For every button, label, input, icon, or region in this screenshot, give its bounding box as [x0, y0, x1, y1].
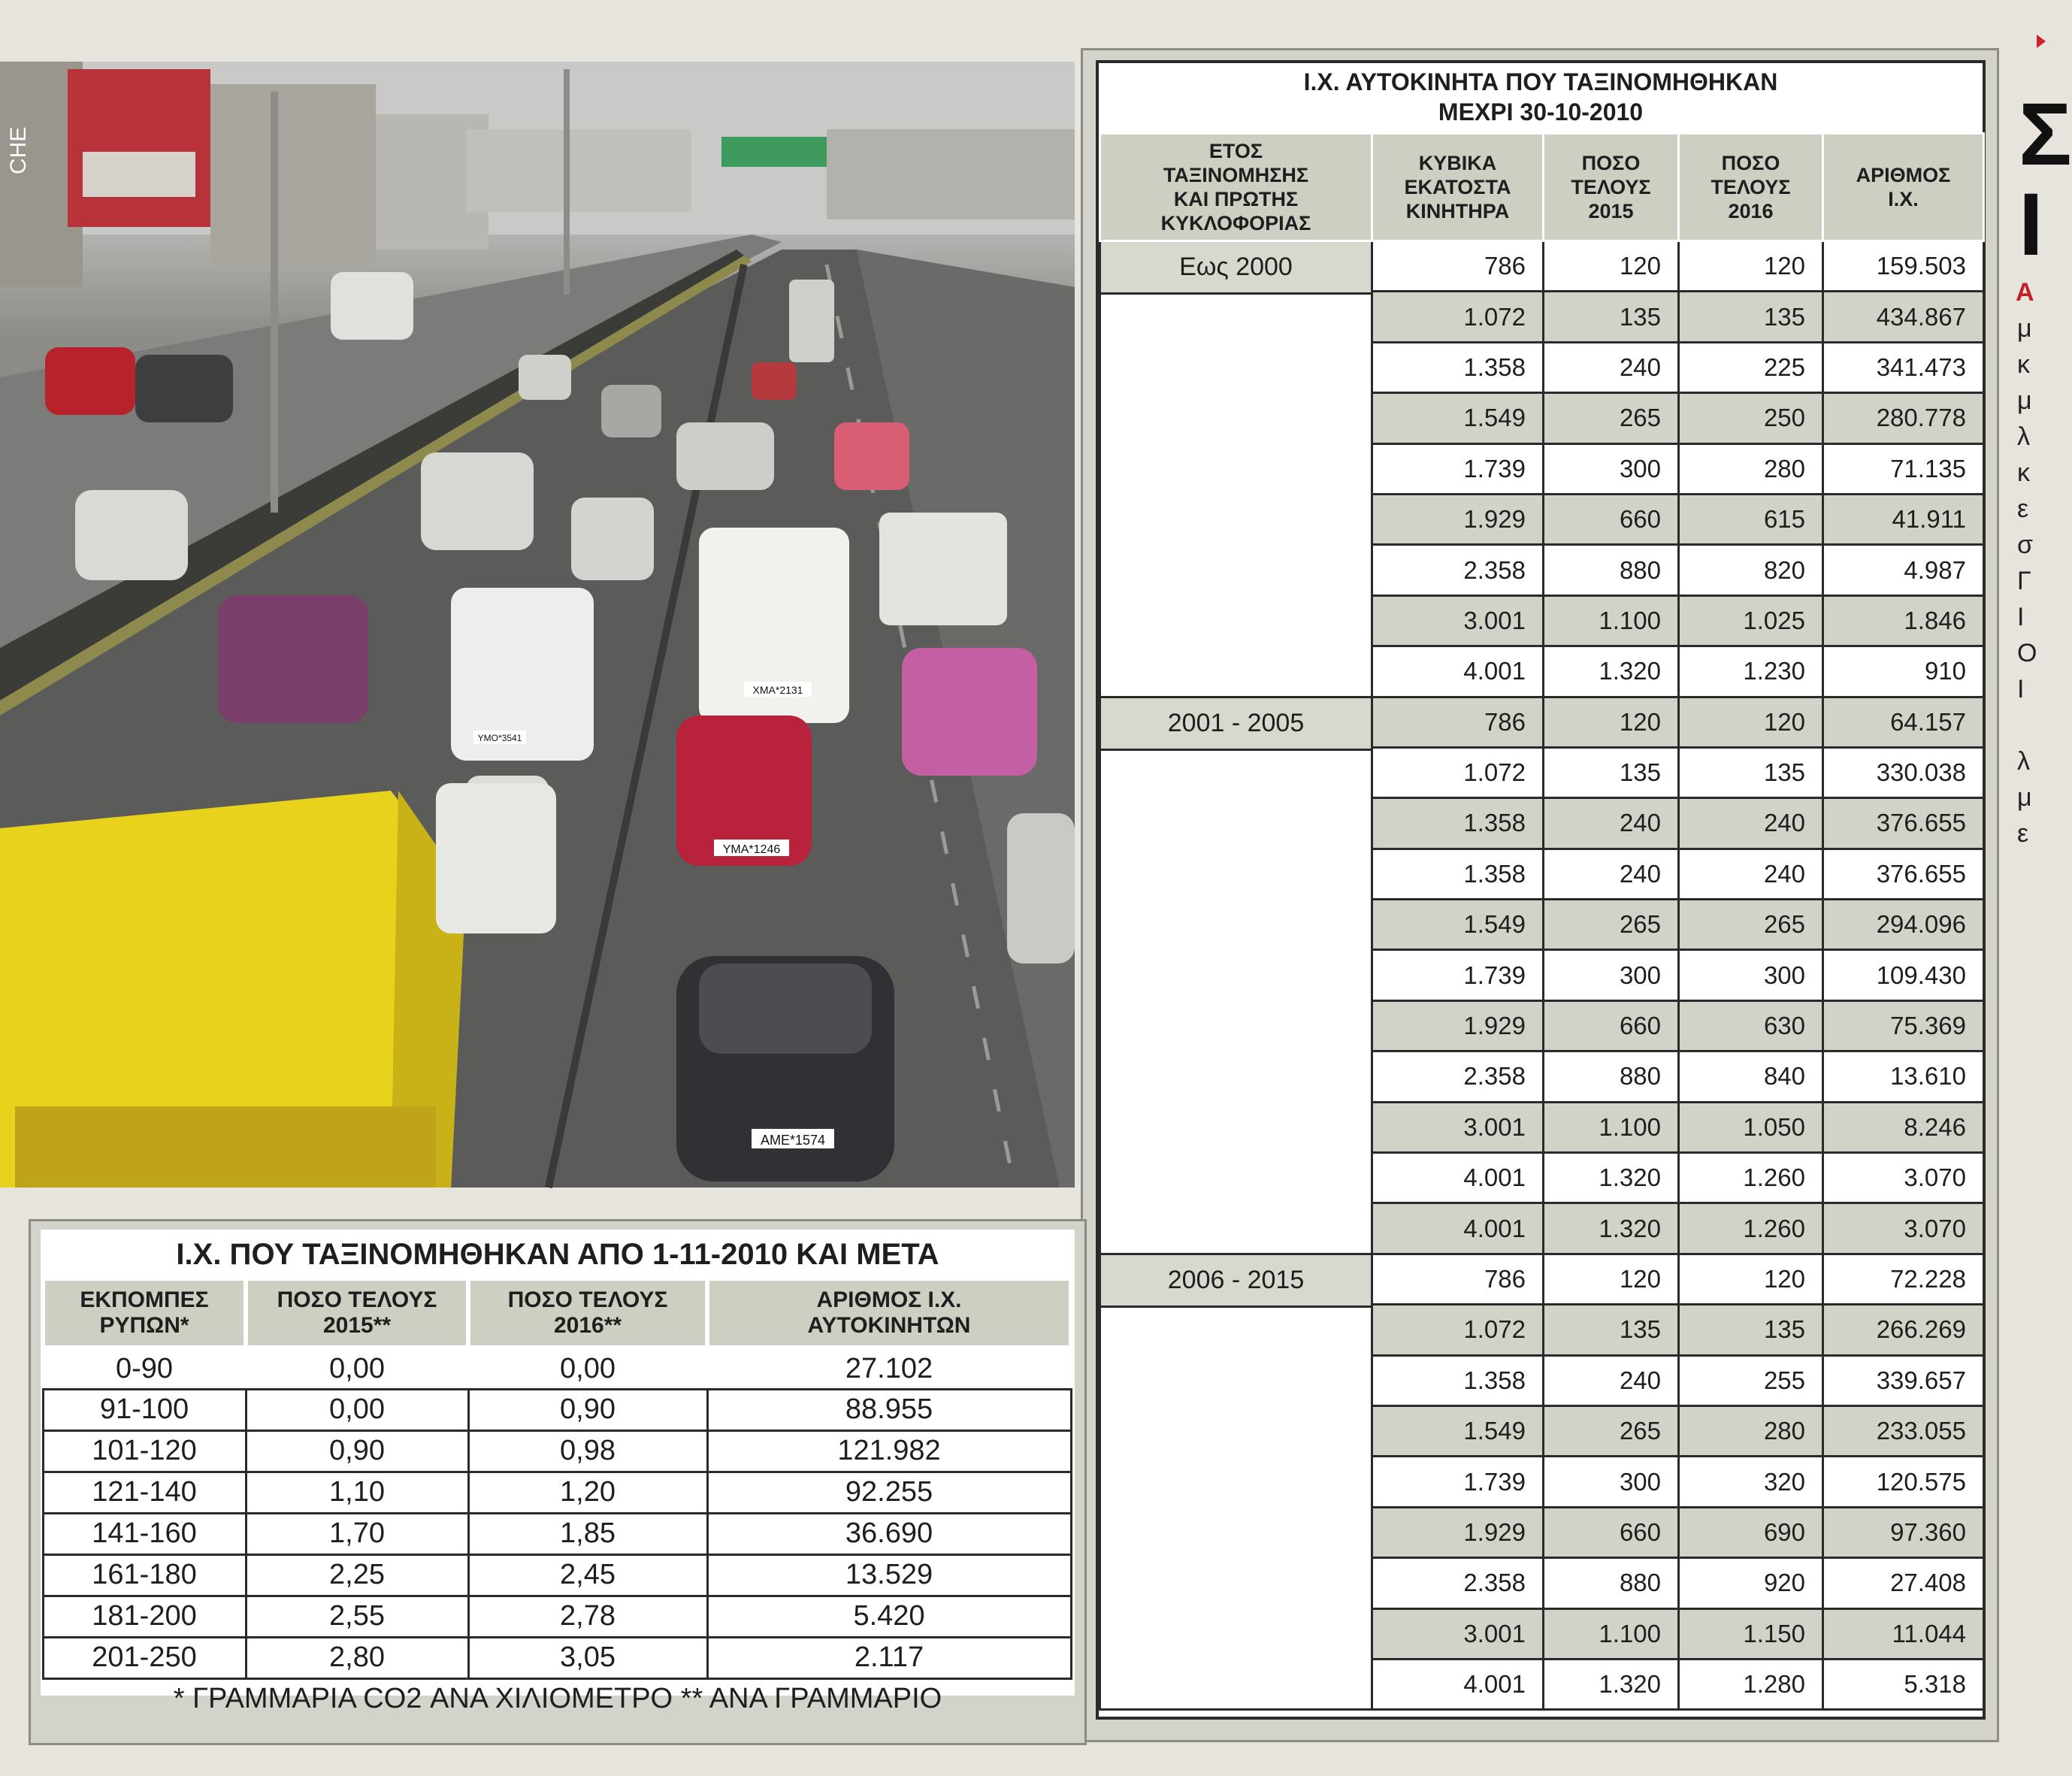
fee-2015-cell: 265	[1544, 900, 1679, 950]
fee-2016-cell: 0,00	[468, 1348, 707, 1389]
header-text: ΚΑΙ ΠΡΩΤΗΣ	[1173, 188, 1299, 210]
car-count-cell: 5.318	[1823, 1659, 1984, 1709]
fee-2015-cell: 300	[1544, 443, 1679, 494]
table-row	[43, 1348, 1071, 1389]
header-text: ΠΟΣΟ ΤΕΛΟΥΣ	[507, 1287, 668, 1312]
car-count-cell: 109.430	[1823, 950, 1984, 1000]
fee-2016-cell: 120	[1679, 241, 1823, 292]
fee-2016-cell: 1.230	[1679, 646, 1823, 697]
car-count-cell: 339.657	[1823, 1355, 1984, 1405]
car-count-cell: 280.778	[1823, 393, 1984, 443]
header-text: 2015**	[322, 1313, 392, 1338]
header-text: ΤΑΞΙΝΟΜΗΣΗΣ	[1163, 164, 1309, 186]
year-range-cell	[1100, 697, 1372, 1254]
car-count-cell: 13.529	[707, 1554, 1071, 1596]
car-count-cell: 8.246	[1823, 1102, 1984, 1152]
fee-2015-cell: 240	[1544, 849, 1679, 899]
emissions-cell: 201-250	[43, 1637, 246, 1678]
fee-2016-cell: 240	[1679, 798, 1823, 849]
car-count-cell: 159.503	[1823, 241, 1984, 292]
header-text: 2016	[1728, 200, 1774, 222]
fee-2015-cell: 1.100	[1544, 1608, 1679, 1659]
engine-cc-cell: 4.001	[1372, 646, 1544, 697]
engine-cc-cell: 1.929	[1372, 1000, 1544, 1051]
fee-2016-cell: 265	[1679, 900, 1823, 950]
fee-2016-cell: 1.260	[1679, 1153, 1823, 1203]
article-text-fragment: λ	[2017, 747, 2030, 776]
fee-2016-cell: 1.150	[1679, 1608, 1823, 1659]
header-text: ΕΚΑΤΟΣΤΑ	[1404, 176, 1511, 198]
article-text-fragment: λ	[2017, 422, 2030, 451]
engine-cc-cell: 1.549	[1372, 393, 1544, 443]
car-count-cell: 27.408	[1823, 1558, 1984, 1608]
car-count-cell: 434.867	[1823, 292, 1984, 342]
fee-2015-cell: 300	[1544, 950, 1679, 1000]
headline-glyph: Ι	[2019, 175, 2043, 274]
plate-text: ΥΜΟ*3541	[477, 733, 522, 743]
engine-cc-cell: 1.072	[1372, 747, 1544, 797]
title-line: ΜΕΧΡΙ 30-10-2010	[1438, 98, 1644, 126]
shop-sign-text: CHE	[6, 126, 31, 174]
engine-cc-cell: 786	[1372, 697, 1544, 747]
year-range-label: 2006 - 2015	[1101, 1255, 1371, 1308]
post-2010-table	[41, 1276, 1073, 1680]
car-count-cell: 92.255	[707, 1472, 1071, 1513]
car-count-cell: 11.044	[1823, 1608, 1984, 1659]
car-count-cell: 341.473	[1823, 342, 1984, 392]
fee-2016-cell: 135	[1679, 747, 1823, 797]
car-count-cell: 75.369	[1823, 1000, 1984, 1051]
header-text: ΕΤΟΣ	[1208, 140, 1263, 162]
header-car-count	[707, 1278, 1071, 1348]
fee-2016-cell: 630	[1679, 1000, 1823, 1051]
fee-2016-cell: 3,05	[468, 1637, 707, 1678]
car-count-cell: 294.096	[1823, 900, 1984, 950]
header-text: ΑΡΙΘΜΟΣ Ι.Χ.	[816, 1287, 962, 1312]
fee-2015-cell: 1.100	[1544, 595, 1679, 646]
article-text-fragment: μ	[2017, 314, 2032, 343]
car-count-cell: 2.117	[707, 1637, 1071, 1678]
traffic-scene	[0, 62, 1075, 1188]
post-2010-table-panel	[41, 1230, 1075, 1696]
fee-2015-cell: 240	[1544, 798, 1679, 849]
engine-cc-cell: 1.549	[1372, 1405, 1544, 1456]
fee-2016-cell: 120	[1679, 697, 1823, 747]
engine-cc-cell: 1.358	[1372, 1355, 1544, 1405]
fee-2015-cell: 120	[1544, 1254, 1679, 1304]
fee-2016-cell: 320	[1679, 1457, 1823, 1507]
car-count-cell: 376.655	[1823, 798, 1984, 849]
fee-2016-cell: 820	[1679, 545, 1823, 595]
plate-text: ΑΜΕ*1574	[760, 1133, 826, 1148]
header-text: ΤΕΛΟΥΣ	[1711, 176, 1791, 198]
article-text-fragment: ε	[2017, 819, 2029, 848]
header-fee-2016	[468, 1278, 707, 1348]
pre-2010-table-body	[1100, 241, 1984, 1710]
fee-2016-cell: 0,98	[468, 1430, 707, 1472]
header-text: ΕΚΠΟΜΠΕΣ	[80, 1287, 209, 1312]
car-count-cell: 233.055	[1823, 1405, 1984, 1456]
car-count-cell: 120.575	[1823, 1457, 1984, 1507]
header-fee-2015	[246, 1278, 468, 1348]
fee-2015-cell: 1.320	[1544, 1153, 1679, 1203]
engine-cc-cell: 1.358	[1372, 342, 1544, 392]
engine-cc-cell: 1.358	[1372, 798, 1544, 849]
fee-2015-cell: 265	[1544, 393, 1679, 443]
plate-text: ΧΜΑ*2131	[752, 684, 803, 696]
fee-2016-cell: 1,20	[468, 1472, 707, 1513]
car-count-cell: 64.157	[1823, 697, 1984, 747]
article-text-fragment: σ	[2017, 531, 2033, 559]
header-text: ΑΥΤΟΚΙΝΗΤΩΝ	[807, 1313, 971, 1338]
table-row	[43, 1596, 1071, 1637]
fee-2016-cell: 1.050	[1679, 1102, 1823, 1152]
pre-2010-table-panel	[1096, 60, 1986, 1720]
article-text-fragment: κ	[2017, 458, 2030, 487]
pre-2010-table-title	[1099, 63, 1983, 131]
fee-2015-cell: 265	[1544, 1405, 1679, 1456]
car-count-cell: 910	[1823, 646, 1984, 697]
fee-2015-cell: 1.100	[1544, 1102, 1679, 1152]
car-count-cell: 72.228	[1823, 1254, 1984, 1304]
article-text-fragment: Ι	[2017, 675, 2025, 703]
fee-2016-cell: 135	[1679, 1305, 1823, 1355]
engine-cc-cell: 3.001	[1372, 595, 1544, 646]
fee-2015-cell: 0,90	[246, 1430, 468, 1472]
table-row	[43, 1472, 1071, 1513]
fee-2015-cell: 135	[1544, 747, 1679, 797]
table-row	[43, 1637, 1071, 1678]
car-count-cell: 376.655	[1823, 849, 1984, 899]
fee-2015-cell: 300	[1544, 1457, 1679, 1507]
fee-2015-cell: 240	[1544, 1355, 1679, 1405]
header-fee-2015	[1544, 134, 1679, 241]
year-range-label: 2001 - 2005	[1101, 698, 1371, 751]
fee-2015-cell: 660	[1544, 1000, 1679, 1051]
engine-cc-cell: 4.001	[1372, 1203, 1544, 1254]
article-text-fragment: Ο	[2017, 639, 2037, 667]
header-emissions	[43, 1278, 246, 1348]
engine-cc-cell: 4.001	[1372, 1659, 1544, 1709]
fee-2015-cell: 1.320	[1544, 646, 1679, 697]
fee-2016-cell: 690	[1679, 1507, 1823, 1557]
table-row	[43, 1389, 1071, 1430]
emissions-cell: 91-100	[43, 1389, 246, 1430]
fee-2015-cell: 240	[1544, 342, 1679, 392]
emissions-cell: 101-120	[43, 1430, 246, 1472]
header-text: ΠΟΣΟ	[1721, 152, 1780, 174]
car-count-cell: 27.102	[707, 1348, 1071, 1389]
fee-2015-cell: 1.320	[1544, 1203, 1679, 1254]
car-count-cell: 41.911	[1823, 494, 1984, 544]
fee-2016-cell: 1.260	[1679, 1203, 1823, 1254]
fee-2015-cell: 120	[1544, 697, 1679, 747]
car-count-cell: 1.846	[1823, 595, 1984, 646]
fee-2015-cell: 0,00	[246, 1348, 468, 1389]
car-count-cell: 71.135	[1823, 443, 1984, 494]
fee-2015-cell: 135	[1544, 292, 1679, 342]
car-count-cell: 121.982	[707, 1430, 1071, 1472]
car-count-cell: 97.360	[1823, 1507, 1984, 1557]
fee-2016-cell: 2,45	[468, 1554, 707, 1596]
fee-2015-cell: 120	[1544, 241, 1679, 292]
post-2010-table-body	[43, 1348, 1071, 1678]
table-row	[1100, 697, 1984, 747]
engine-cc-cell: 1.072	[1372, 1305, 1544, 1355]
fee-2016-cell: 840	[1679, 1051, 1823, 1102]
car-count-cell: 266.269	[1823, 1305, 1984, 1355]
fee-2015-cell: 1,70	[246, 1513, 468, 1554]
header-year	[1100, 134, 1372, 241]
fee-2016-cell: 920	[1679, 1558, 1823, 1608]
header-text: ΡΥΠΩΝ*	[99, 1313, 189, 1338]
fee-2015-cell: 0,00	[246, 1389, 468, 1430]
engine-cc-cell: 1.739	[1372, 1457, 1544, 1507]
header-car-count	[1823, 134, 1984, 241]
article-text-fragment: κ	[2017, 350, 2030, 379]
engine-cc-cell: 4.001	[1372, 1153, 1544, 1203]
post-2010-table-title: Ι.Χ. ΠΟΥ ΤΑΞΙΝΟΜΗΘΗΚΑΝ ΑΠΟ 1-11-2010 ΚΑΙ ΜΕΤΑ	[176, 1238, 939, 1271]
adjacent-article-edge	[2007, 0, 2072, 1776]
fee-2016-cell: 120	[1679, 1254, 1823, 1304]
footnote: * ΓΡΑΜΜΑΡΙΑ CO2 ΑΝΑ ΧΙΛΙΟΜΕΤΡΟ ** ΑΝΑ ΓΡΑΜΜΑΡΙΟ	[173, 1683, 942, 1714]
engine-cc-cell: 1.072	[1372, 292, 1544, 342]
fee-2015-cell: 880	[1544, 1051, 1679, 1102]
engine-cc-cell: 1.358	[1372, 849, 1544, 899]
headline-glyph: Σ	[2019, 85, 2072, 184]
fee-2016-cell: 0,90	[468, 1389, 707, 1430]
emissions-cell: 0-90	[43, 1348, 246, 1389]
header-text: ΚΥΒΙΚΑ	[1418, 152, 1497, 174]
header-text: ΚΙΝΗΤΗΡΑ	[1405, 200, 1510, 222]
year-range-label: Εως 2000	[1101, 242, 1371, 295]
engine-cc-cell: 1.549	[1372, 900, 1544, 950]
traffic-photo	[0, 62, 1075, 1188]
fee-2015-cell: 660	[1544, 1507, 1679, 1557]
fee-2015-cell: 880	[1544, 1558, 1679, 1608]
year-range-cell	[1100, 1254, 1372, 1710]
fee-2015-cell: 2,80	[246, 1637, 468, 1678]
article-text-fragment: μ	[2017, 783, 2032, 812]
table-row	[43, 1430, 1071, 1472]
engine-cc-cell: 786	[1372, 1254, 1544, 1304]
table-row	[1100, 241, 1984, 292]
engine-cc-cell: 2.358	[1372, 1051, 1544, 1102]
article-text-fragment: Γ	[2017, 567, 2031, 595]
fee-2016-cell: 135	[1679, 292, 1823, 342]
emissions-cell: 161-180	[43, 1554, 246, 1596]
fee-2016-cell: 2,78	[468, 1596, 707, 1637]
engine-cc-cell: 2.358	[1372, 1558, 1544, 1608]
emissions-cell: 181-200	[43, 1596, 246, 1637]
pre-2010-table	[1099, 132, 1985, 1711]
fee-2016-cell: 280	[1679, 1405, 1823, 1456]
engine-cc-cell: 1.739	[1372, 950, 1544, 1000]
engine-cc-cell: 2.358	[1372, 545, 1544, 595]
header-engine-cc	[1372, 134, 1544, 241]
fee-2015-cell: 2,25	[246, 1554, 468, 1596]
car-count-cell: 88.955	[707, 1389, 1071, 1430]
fee-2016-cell: 250	[1679, 393, 1823, 443]
fee-2015-cell: 135	[1544, 1305, 1679, 1355]
fee-2016-cell: 1,85	[468, 1513, 707, 1554]
header-text: ΠΟΣΟ	[1581, 152, 1641, 174]
fee-2015-cell: 1.320	[1544, 1659, 1679, 1709]
car-count-cell: 3.070	[1823, 1153, 1984, 1203]
fee-2015-cell: 1,10	[246, 1472, 468, 1513]
emissions-cell: 141-160	[43, 1513, 246, 1554]
engine-cc-cell: 786	[1372, 241, 1544, 292]
fee-2016-cell: 300	[1679, 950, 1823, 1000]
header-text: 2016**	[553, 1313, 622, 1338]
engine-cc-cell: 3.001	[1372, 1102, 1544, 1152]
fee-2016-cell: 1.280	[1679, 1659, 1823, 1709]
header-fee-2016	[1679, 134, 1823, 241]
fee-2015-cell: 660	[1544, 494, 1679, 544]
fee-2015-cell: 880	[1544, 545, 1679, 595]
table-row	[1100, 1254, 1984, 1304]
car-count-cell: 36.690	[707, 1513, 1071, 1554]
car-count-cell: 4.987	[1823, 545, 1984, 595]
table-row	[43, 1513, 1071, 1554]
fee-2015-cell: 2,55	[246, 1596, 468, 1637]
engine-cc-cell: 3.001	[1372, 1608, 1544, 1659]
car-count-cell: 13.610	[1823, 1051, 1984, 1102]
header-text: ΠΟΣΟ ΤΕΛΟΥΣ	[277, 1287, 437, 1312]
table-row	[43, 1554, 1071, 1596]
article-text-fragment: μ	[2017, 386, 2032, 415]
header-text: ΑΡΙΘΜΟΣ	[1856, 164, 1951, 186]
engine-cc-cell: 1.929	[1372, 494, 1544, 544]
engine-cc-cell: 1.739	[1372, 443, 1544, 494]
title-line: Ι.Χ. ΑΥΤΟΚΙΝΗΤΑ ΠΟΥ ΤΑΞΙΝΟΜΗΘΗΚΑΝ	[1303, 68, 1778, 95]
engine-cc-cell: 1.929	[1372, 1507, 1544, 1557]
header-text: ΤΕΛΟΥΣ	[1571, 176, 1651, 198]
article-initial: Α	[2016, 278, 2034, 307]
fee-2016-cell: 225	[1679, 342, 1823, 392]
header-row	[1100, 134, 1984, 241]
fee-2016-cell: 280	[1679, 443, 1823, 494]
car-count-cell: 5.420	[707, 1596, 1071, 1637]
fee-2016-cell: 615	[1679, 494, 1823, 544]
emissions-cell: 121-140	[43, 1472, 246, 1513]
section-marker-icon	[2037, 35, 2046, 48]
car-count-cell: 330.038	[1823, 747, 1984, 797]
article-text-fragment: Ι	[2017, 603, 2025, 631]
header-text: ΚΥΚΛΟΦΟΡΙΑΣ	[1160, 212, 1311, 234]
car-count-cell: 3.070	[1823, 1203, 1984, 1254]
header-text: 2015	[1588, 200, 1634, 222]
fee-2016-cell: 1.025	[1679, 595, 1823, 646]
fee-2016-cell: 255	[1679, 1355, 1823, 1405]
header-row	[43, 1278, 1071, 1348]
plate-text: ΥΜΑ*1246	[722, 843, 781, 856]
year-range-cell	[1100, 241, 1372, 697]
article-text-fragment: ε	[2017, 495, 2029, 523]
header-text: Ι.Χ.	[1888, 188, 1919, 210]
fee-2016-cell: 240	[1679, 849, 1823, 899]
